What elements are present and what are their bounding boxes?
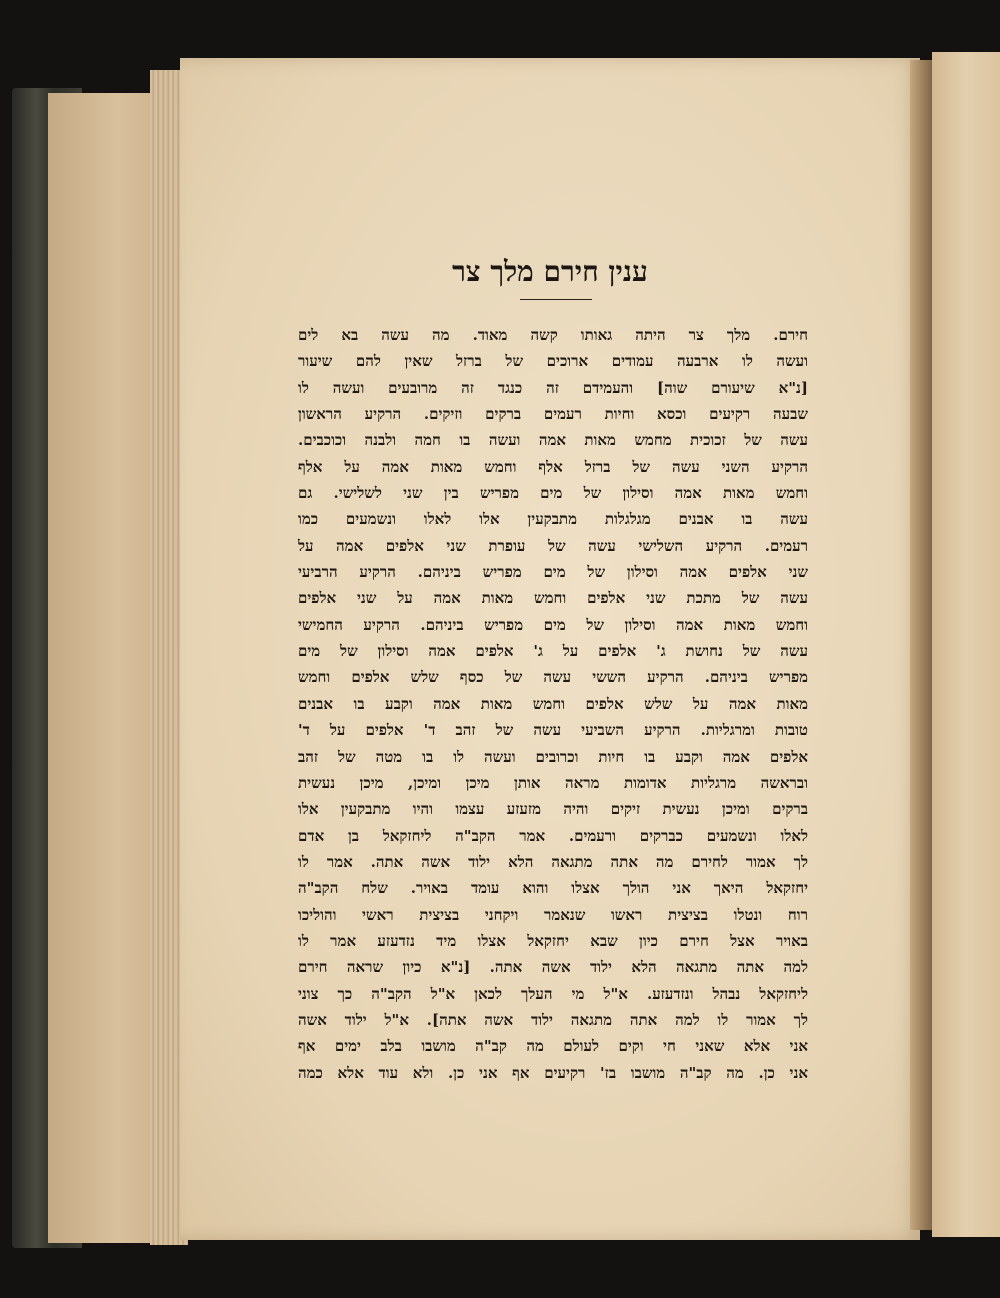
- text-line: לך אמור לו למה אתה מתגאה ילוד אשה אתה]. א"ל ילוד אשה: [298, 1010, 808, 1029]
- text-line: רוח ונטלו בציצית ראשו שנאמר ויקחני בציצית ראשי והוליכו: [298, 905, 808, 924]
- text-line: עשה של מתכת שני אלפים וחמש מאות אמה על שני אלפים: [298, 589, 808, 608]
- facing-page-edge: [932, 52, 1000, 1237]
- text-line: מפריש ביניהם. הרקיע הששי עשה של כסף שלש אלפים וחמש: [298, 668, 808, 687]
- text-line: חירם. מלך צר היתה גאותו קשה מאוד. מה עשה בא לים: [298, 326, 808, 344]
- text-line: שני אלפים אמה וסילון של מים מפריש ביניהם. הרקיע הרביעי: [298, 563, 808, 582]
- text-line: עשה של זכוכית מחמש מאות אמה ועשה בו חמה ולבנה וכוכבים.: [298, 431, 808, 450]
- body-text: [298, 322, 808, 1086]
- text-line: לך אמור לחירם מה אתה מתגאה הלא ילוד אשה אתה. אמר לו: [298, 852, 808, 871]
- text-line: ברקים ומיכן נעשית זיקים והיה מזעזע עצמו והיו מתבקעין אלו: [298, 800, 808, 819]
- text-line: ועשה לו ארבעה עמודים ארוכים של ברזל שאין להם שיעור: [298, 352, 808, 371]
- text-line: אני כן. מה קב"ה מושבו בז' רקיעים אף אני כן. ולא עוד אלא כמה: [298, 1063, 808, 1082]
- text-line: [נ"א שיעורם שוה] והעמידם זה כנגד זה מרובעים ועשה לו: [298, 378, 808, 397]
- text-line: עשה בו אבנים מגלגלות מתבקעין אלו לאלו ונשמעים כמו: [298, 510, 808, 529]
- text-line: אני אלא שאני חי וקים לעולם מה קב"ה מושבו בלב ימים אף: [298, 1037, 808, 1056]
- text-line: עשה של נחושת ג' אלפים על ג' אלפים אמה וסילון של מים: [298, 642, 808, 661]
- title-divider: [520, 299, 592, 300]
- text-line: לאלו ונשמעים כברקים ורעמים. אמר הקב"ה ליחזקאל בן אדם: [298, 826, 808, 845]
- text-line: מאות אמה על שלש אלפים וחמש מאות אמה וקבע בו אבנים: [298, 694, 808, 713]
- text-line: למה אתה מתגאה הלא ילוד אשה אתה. [נ"א כיון שראה חירם: [298, 958, 808, 977]
- text-line: שבעה רקיעים וכסא וחיות רעמים ברקים וזיקים. הרקיע הראשון: [298, 405, 808, 424]
- text-line: טובות ומרגליות. הרקיע השביעי עשה של זהב ד' אלפים על ד': [298, 721, 808, 740]
- text-line: ליחזקאל נבהל ונזדעזע. א"ל מי העלך לכאן א"ל הקב"ה כך צוני: [298, 984, 808, 1003]
- text-line: באויר אצל חירם כיון שבא יחזקאל אצלו מיד נזדעזע אמר לו: [298, 931, 808, 950]
- text-line: וחמש מאות אמה וסילון של מים מפריש בין שני לשלישי. גם: [298, 484, 808, 503]
- text-line: אלפים אמה וקבע בו חיות וכרובים ועשה לו בו מטה של זהב: [298, 747, 808, 766]
- text-line: וחמש מאות אמה וסילון של מים מפריש ביניהם. הרקיע החמישי: [298, 615, 808, 634]
- text-line: ובראשה מרגליות אדומות מראה אותן מיכן ומיכן, מיכן נעשית: [298, 773, 808, 792]
- chapter-title: ענין חירם מלך צר: [452, 255, 648, 288]
- text-line: יחזקאל היאך אני הולך אצלו והוא עומד באויר. שלח הקב"ה: [298, 879, 808, 898]
- text-line: הרקיע השני עשה של ברזל אלף וחמש מאות אמה על אלף: [298, 457, 808, 476]
- text-line: רעמים. הרקיע השלישי עשה של עופרת שני אלפים אמה על: [298, 536, 808, 555]
